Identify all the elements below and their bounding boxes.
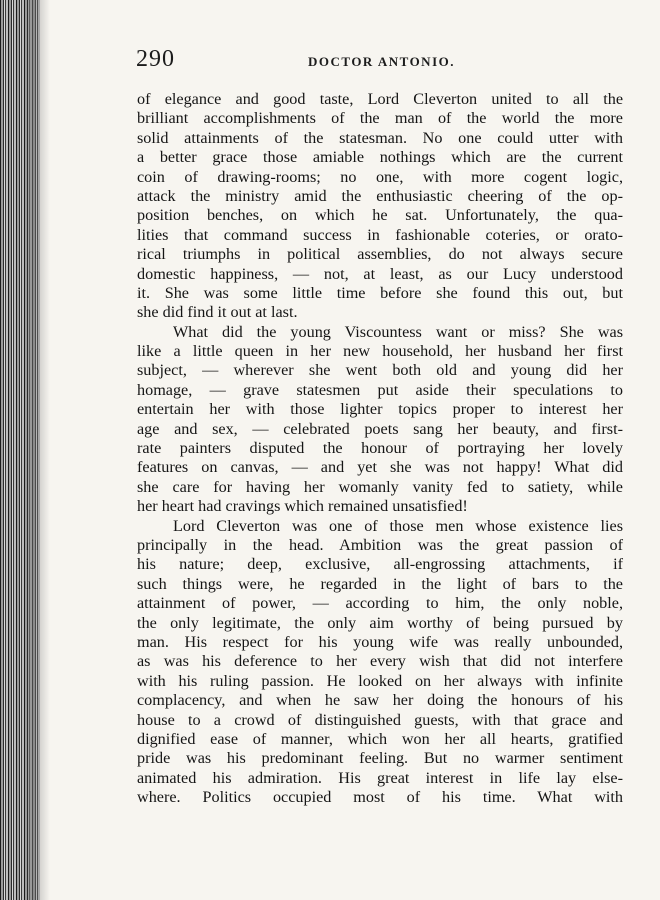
text-line: with his ruling passion. He looked on her always with infinite: [137, 671, 623, 690]
text-line: she care for having her womanly vanity fed to satiety, while: [137, 477, 623, 496]
text-line: a better grace those amiable nothings which are the current: [137, 148, 623, 167]
text-line: like a little queen in her new household, her husband her first: [137, 342, 623, 361]
text-line: age and sex, — celebrated poets sang her beauty, and first-: [137, 419, 623, 438]
text-line: domestic happiness, — not, at least, as our Lucy understood: [137, 264, 623, 283]
text-line: animated his admiration. His great interest in life lay else-: [137, 768, 623, 787]
text-line: house to a crowd of distinguished guests, with that grace and: [137, 710, 623, 729]
body-text: [137, 90, 623, 807]
page-number: 290: [136, 46, 175, 72]
text-line: as was his deference to her every wish that did not interfere: [137, 652, 623, 671]
text-line: of elegance and good taste, Lord Cleverton united to all the: [137, 90, 623, 108]
text-line: What did the young Viscountess want or miss? She was: [173, 322, 623, 341]
binding-shadow: [28, 0, 50, 900]
text-line: features on canvas, — and yet she was not happy! What did: [137, 458, 623, 477]
text-line: pride was his predominant feeling. But no warmer sentiment: [137, 749, 623, 768]
text-line: lities that command success in fashionable coteries, or orato-: [137, 225, 623, 244]
running-title: DOCTOR ANTONIO.: [308, 54, 455, 69]
text-line: subject, — wherever she went both old and young did her: [137, 361, 623, 380]
text-line: her heart had cravings which remained unsatisfied!: [137, 497, 468, 516]
text-line: principally in the head. Ambition was the great passion of: [137, 535, 623, 554]
text-line: attainment of power, — according to him, the only noble,: [137, 594, 623, 613]
text-line: position benches, on which he sat. Unfortunately, the qua-: [137, 206, 623, 225]
text-line: rate painters disputed the honour of portraying her lovely: [137, 439, 623, 458]
text-line: rical triumphs in political assemblies, do not always secure: [137, 245, 623, 264]
text-line: coin of drawing-rooms; no one, with more cogent logic,: [137, 167, 623, 186]
text-line: complacency, and when he saw her doing the honours of his: [137, 691, 623, 710]
text-line: dignified ease of manner, which won her all hearts, gratified: [137, 729, 623, 748]
text-line: attack the ministry amid the enthusiastic cheering of the op-: [137, 186, 623, 205]
page-header: [136, 46, 622, 78]
text-line: his nature; deep, exclusive, all-engrossing attachments, if: [137, 555, 623, 574]
text-line: man. His respect for his young wife was really unbounded,: [137, 632, 623, 651]
text-line: where. Politics occupied most of his time. What with: [137, 788, 623, 807]
text-line: the only legitimate, the only aim worthy of being pursued by: [137, 613, 623, 632]
text-line: homage, — grave statesmen put aside their speculations to: [137, 380, 623, 399]
text-line: it. She was some little time before she found this out, but: [137, 283, 623, 302]
text-line: Lord Cleverton was one of those men whose existence lies: [173, 516, 623, 535]
text-line: brilliant accomplishments of the man of the world the more: [137, 109, 623, 128]
text-line: she did find it out at last.: [137, 303, 298, 322]
text-line: solid attainments of the statesman. No one could utter with: [137, 128, 623, 147]
text-line: entertain her with those lighter topics proper to interest her: [137, 400, 623, 419]
text-line: such things were, he regarded in the light of bars to the: [137, 574, 623, 593]
